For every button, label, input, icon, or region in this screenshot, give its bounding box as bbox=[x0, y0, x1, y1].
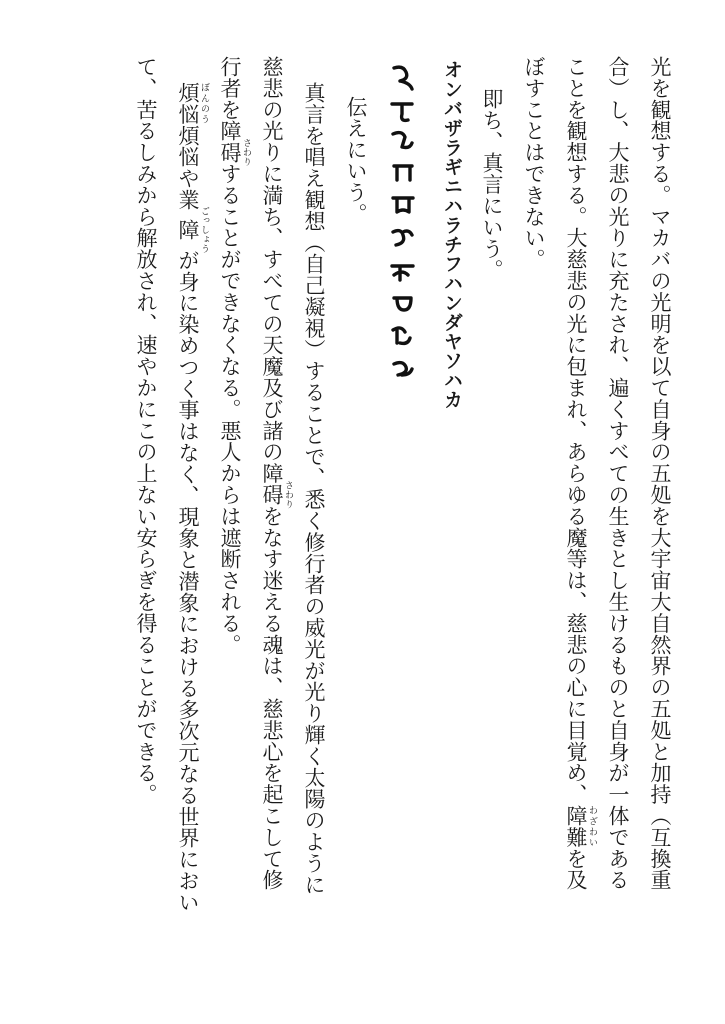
line-text: を及 bbox=[564, 847, 588, 891]
text-line-9 bbox=[299, 82, 329, 895]
text-line-3 bbox=[561, 56, 597, 891]
line-text: 行者を障 bbox=[218, 56, 242, 142]
ruby-bonnou: 煩悩 ぼんのう bbox=[176, 82, 209, 125]
line-text: をなす迷える魂は、慈悲心を起こして修 bbox=[260, 505, 284, 891]
mantra-text: オンバザラギニハラチフハンダヤソハカ bbox=[441, 60, 463, 410]
line-text: 真言を唱え観想（自己凝視）することで、悉く修行者の威光が光り輝く太陽のように bbox=[302, 82, 326, 896]
siddham-script-image bbox=[388, 62, 418, 382]
line-text: て、苦るしみから解放され、速やかにこの上ない安らぎを得ることができる。 bbox=[134, 56, 158, 805]
line-text: 伝えにいう。 bbox=[344, 96, 368, 225]
line-text: ぼすことはできない。 bbox=[522, 56, 546, 270]
text-line-4 bbox=[519, 56, 549, 270]
ruby-goushou: 障 ごっしょう bbox=[176, 206, 209, 254]
line-text: 光を観想する。マカバの光明を以て自身の五処を大宇宙大自然界の五処と加持（互換重 bbox=[648, 56, 672, 891]
line-text: 即ち、真言にいう。 bbox=[480, 88, 504, 281]
ruby-wazawai: 障難 わざわい bbox=[564, 805, 597, 848]
mantra-heading bbox=[437, 60, 467, 409]
text-line-12 bbox=[173, 82, 209, 913]
text-line-5 bbox=[477, 88, 507, 281]
ruby-sawari-2: 碍 さわり bbox=[218, 138, 251, 167]
line-text: ことを観想する。大慈悲の光に包まれ、あらゆる魔等は、慈悲の心に目覚め、 bbox=[564, 56, 588, 805]
line-text: 煩悩や業 bbox=[176, 124, 200, 211]
text-line-8 bbox=[341, 96, 371, 224]
line-text: 合）し、大悲の光りに充たされ、遍くすべての生きとし生けるものと自身が一体である bbox=[606, 56, 630, 891]
text-line-10 bbox=[257, 56, 293, 891]
text-line-13 bbox=[131, 56, 161, 805]
siddham-glyphs bbox=[388, 62, 418, 382]
line-text: が身に染めつく事はなく、現象と潜象における多次元なる世界におい bbox=[176, 249, 200, 913]
text-line-2 bbox=[603, 56, 633, 891]
line-text: 慈悲の光りに満ち、すべての天魔及び諸の障 bbox=[260, 56, 284, 484]
text-line-1 bbox=[645, 56, 675, 891]
line-text: することができなくなる。悪人からは遮断される。 bbox=[218, 163, 242, 656]
text-line-11 bbox=[215, 56, 251, 655]
ruby-sawari: 碍 さわり bbox=[260, 480, 293, 509]
